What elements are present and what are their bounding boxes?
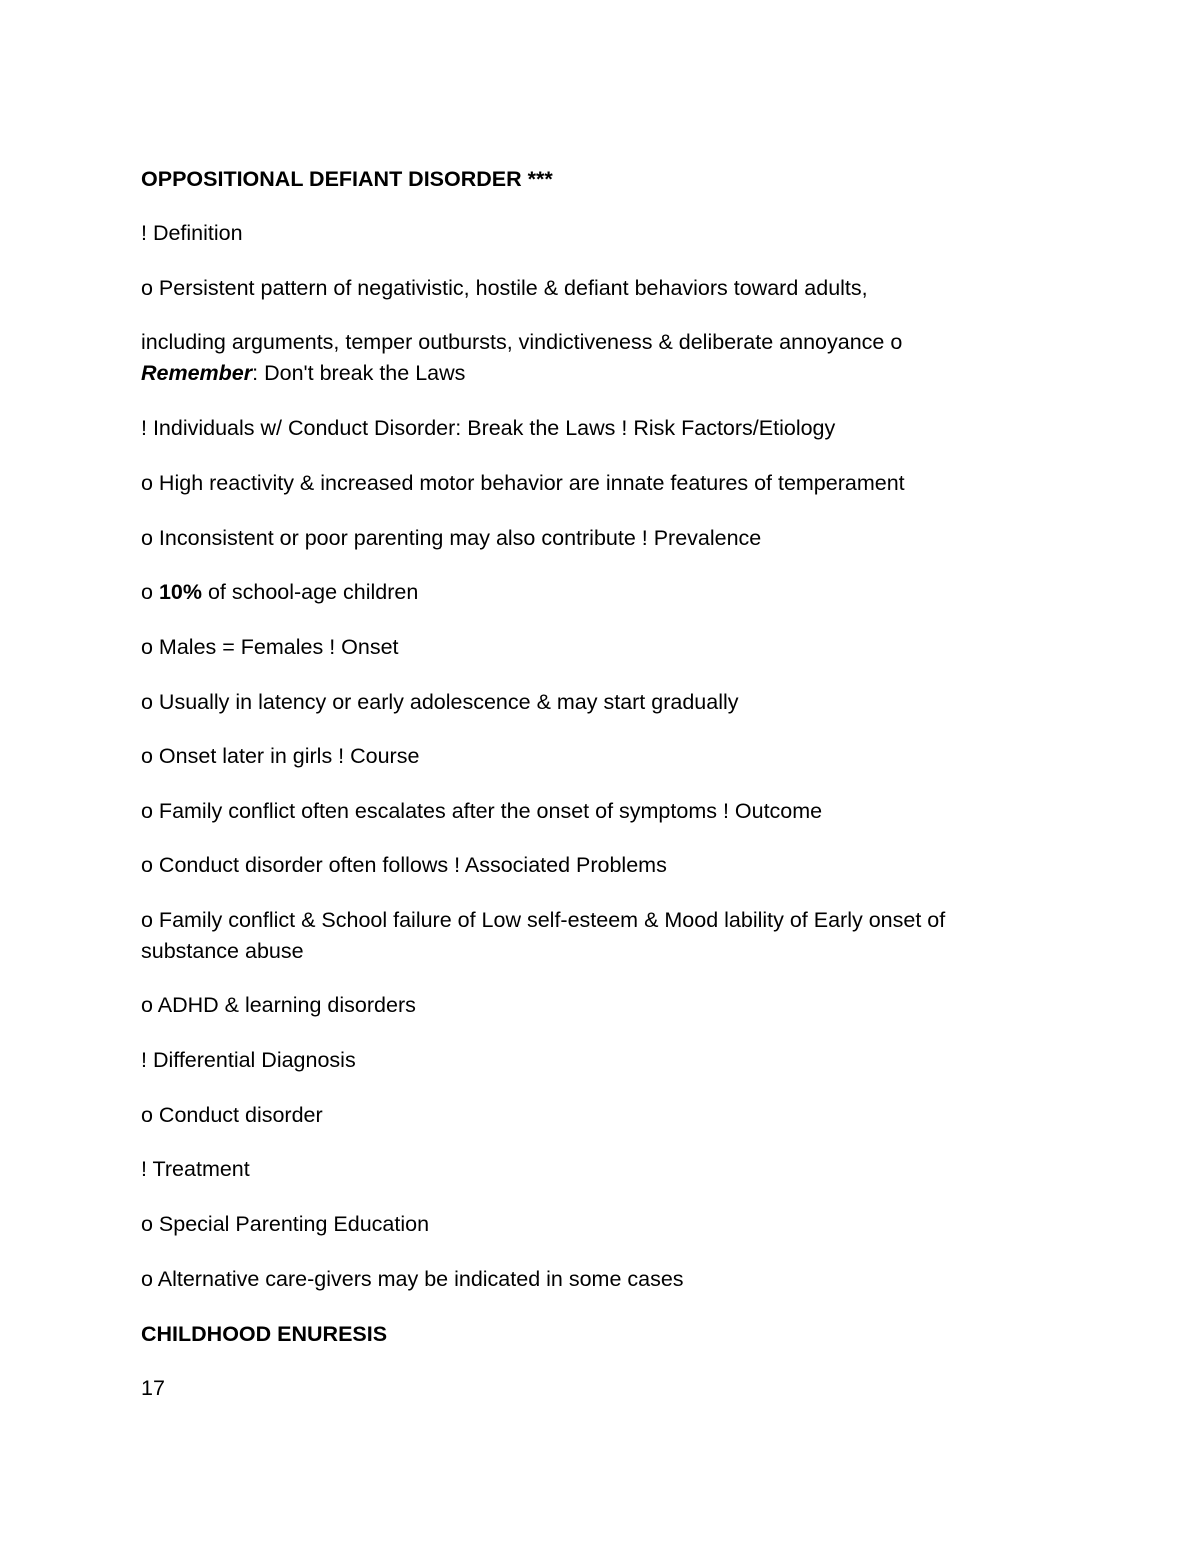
section-heading-enuresis: CHILDHOOD ENURESIS: [141, 1322, 388, 1346]
prevalence-suffix: of school-age children: [201, 580, 419, 604]
remember-text: : Don't break the Laws: [252, 361, 466, 385]
remember-label: Remember: [141, 361, 253, 385]
males-females-line: o Males = Females ! Onset: [141, 635, 399, 659]
course-line: o Family conflict often escalates after the onset of symptoms ! Outcome: [141, 799, 823, 823]
conduct-disorder-line: ! Individuals w/ Conduct Disorder: Break the Laws ! Risk Factors/Etiology: [141, 416, 836, 440]
prevalence-line: [141, 577, 1041, 608]
remember-line: [141, 358, 1041, 389]
section-heading-odd: OPPOSITIONAL DEFIANT DISORDER ***: [141, 167, 553, 191]
onset-line-1: o Usually in latency or early adolescence & may start gradually: [141, 690, 739, 714]
prevalence-prefix: o: [141, 580, 159, 604]
associated-problems-line-1: o Family conflict & School failure of Low self-esteem & Mood lability of Early onset of substance abuse: [141, 908, 946, 963]
differential-diagnosis-item: o Conduct disorder: [141, 1103, 323, 1127]
onset-line-2: o Onset later in girls ! Course: [141, 744, 420, 768]
definition-label: ! Definition: [141, 221, 243, 245]
differential-diagnosis-label: ! Differential Diagnosis: [141, 1048, 356, 1072]
prevalence-value: 10%: [158, 580, 202, 604]
treatment-label: ! Treatment: [141, 1157, 250, 1181]
risk-factor-2: o Inconsistent or poor parenting may also contribute ! Prevalence: [141, 526, 762, 550]
definition-text-line-2: including arguments, temper outbursts, vindictiveness & deliberate annoyance o: [141, 330, 903, 354]
definition-text-line-1: o Persistent pattern of negativistic, hostile & defiant behaviors toward adults,: [141, 276, 868, 300]
treatment-item-1: o Special Parenting Education: [141, 1212, 430, 1236]
page-number: 17: [141, 1376, 165, 1400]
treatment-item-2: o Alternative care-givers may be indicated in some cases: [141, 1267, 684, 1291]
associated-problems-line-2: o ADHD & learning disorders: [141, 993, 416, 1017]
risk-factor-1: o High reactivity & increased motor behavior are innate features of temperament: [141, 471, 905, 495]
outcome-line: o Conduct disorder often follows ! Associated Problems: [141, 853, 667, 877]
